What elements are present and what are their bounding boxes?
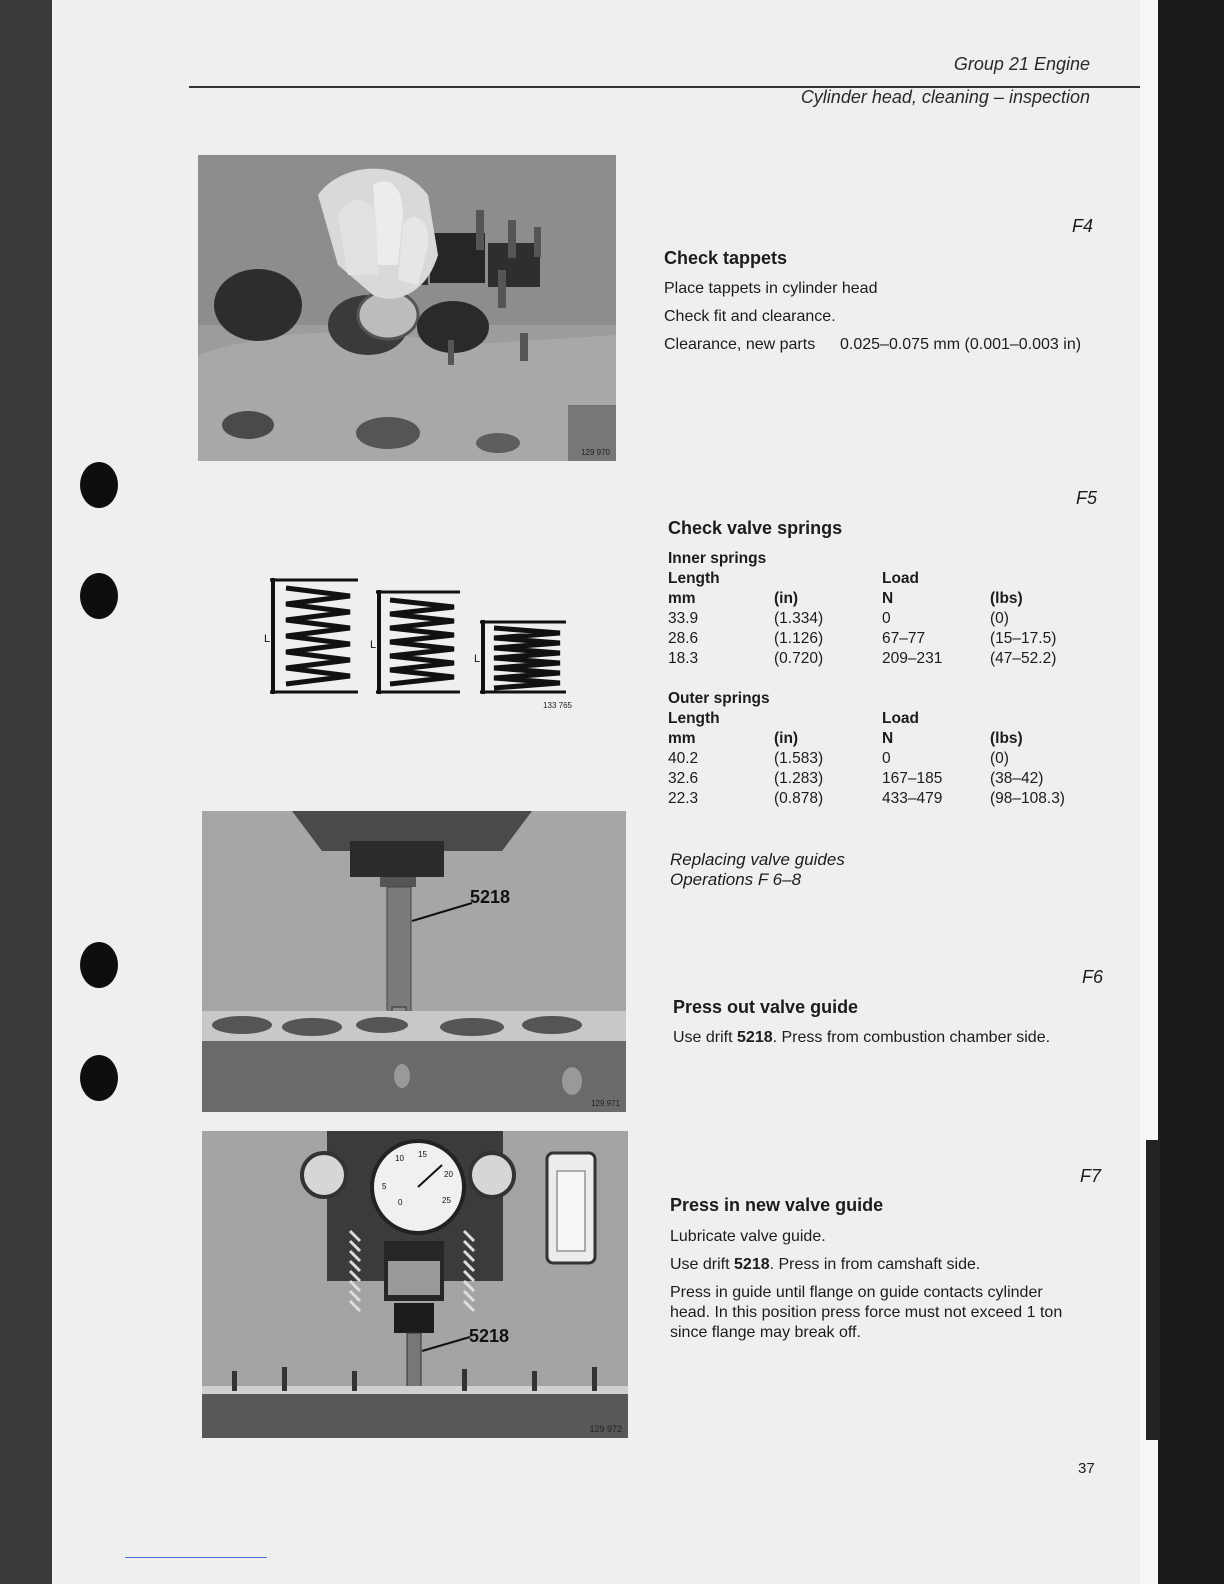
scan-border <box>1158 0 1224 1584</box>
instruction-text: Lubricate valve guide. <box>670 1228 826 1245</box>
table-cell: (98–108.3) <box>990 790 1065 807</box>
section-heading: Check tappets <box>664 248 788 268</box>
figure-number: 129 971 <box>591 1099 620 1108</box>
text-run: Use drift <box>670 1256 735 1273</box>
table-row <box>668 749 1090 769</box>
clearance-value: 0.025–0.075 mm (0.001–0.003 in) <box>840 336 1082 353</box>
table-cell: 0 <box>882 750 891 767</box>
table-row <box>668 769 1090 789</box>
section-heading: Press in new valve guide <box>670 1195 884 1215</box>
length-header: Length <box>668 570 720 587</box>
press-in-photo <box>202 1131 628 1438</box>
text-run: Use drift <box>673 1029 738 1046</box>
unit-header: (lbs) <box>990 590 1023 607</box>
load-header: Load <box>882 570 920 587</box>
outer-springs-table <box>668 689 1090 809</box>
cross-reference: Operations F 6–8 <box>670 870 802 889</box>
gauge-tick: 20 <box>444 1170 453 1179</box>
tool-number: 5218 <box>734 1256 770 1273</box>
figure-number: 129 970 <box>581 448 610 457</box>
table-cell: (1.583) <box>774 750 824 767</box>
table-cell: (47–52.2) <box>990 650 1057 667</box>
section-heading: Press out valve guide <box>673 997 859 1017</box>
table-cell: (0.878) <box>774 790 824 807</box>
figure-number: 133 765 <box>543 701 572 710</box>
unit-header: N <box>882 590 894 607</box>
table-row <box>668 649 1090 669</box>
table-cell: (0.720) <box>774 650 824 667</box>
table-cell: (1.283) <box>774 770 824 787</box>
instruction-text <box>670 1255 980 1275</box>
table-row <box>668 609 1090 629</box>
table-cell: (1.126) <box>774 630 824 647</box>
valve-spring-diagram <box>262 570 572 710</box>
binder-hole <box>80 573 118 619</box>
table-title: Inner springs <box>668 550 767 567</box>
table-title: Outer springs <box>668 690 770 707</box>
instruction-text <box>673 1028 1050 1048</box>
load-header: Load <box>882 710 920 727</box>
manual-page <box>52 0 1140 1584</box>
table-cell: 167–185 <box>882 770 943 787</box>
table-cell: (15–17.5) <box>990 630 1057 647</box>
table-cell: 67–77 <box>882 630 926 647</box>
unit-header: mm <box>668 730 696 747</box>
spring-length-label: L <box>264 633 271 645</box>
text-run: . Press from combustion chamber side. <box>772 1029 1051 1046</box>
gauge-tick: 10 <box>395 1154 404 1163</box>
binder-hole <box>80 462 118 508</box>
unit-header: mm <box>668 590 696 607</box>
operation-ref: F6 <box>1082 967 1104 987</box>
table-cell: (0) <box>990 750 1009 767</box>
section-heading: Check valve springs <box>668 518 843 538</box>
figure-number: 129 972 <box>589 1424 622 1434</box>
unit-header: (in) <box>774 730 799 747</box>
press-out-photo <box>202 811 626 1112</box>
cross-reference: Replacing valve guides <box>670 850 845 869</box>
link-underline <box>125 1557 267 1558</box>
table-cell: 433–479 <box>882 790 943 807</box>
spring-length-label: L <box>370 639 377 651</box>
instruction-text: head. In this position press force must not exceed 1 ton <box>670 1304 1063 1321</box>
text-run: . Press in from camshaft side. <box>769 1256 981 1273</box>
gauge-tick: 5 <box>382 1182 387 1191</box>
unit-header: (in) <box>774 590 799 607</box>
operation-ref: F7 <box>1080 1166 1102 1186</box>
table-cell: 32.6 <box>668 770 699 787</box>
instruction-text: since flange may break off. <box>670 1324 861 1341</box>
table-row <box>668 789 1090 809</box>
inner-springs-table <box>668 549 1090 669</box>
tool-callout: 5218 <box>469 1326 510 1346</box>
binder-hole <box>80 942 118 988</box>
table-cell: (38–42) <box>990 770 1044 787</box>
table-cell: 40.2 <box>668 750 699 767</box>
table-row <box>668 629 1090 649</box>
operation-ref: F5 <box>1076 488 1098 508</box>
tool-number: 5218 <box>737 1029 773 1046</box>
page-number: 37 <box>1078 1460 1095 1477</box>
tappet-photo <box>198 155 616 461</box>
table-cell: 22.3 <box>668 790 699 807</box>
gauge-tick: 25 <box>442 1196 451 1205</box>
table-cell: 33.9 <box>668 610 699 627</box>
instruction-text: Check fit and clearance. <box>664 308 836 325</box>
length-header: Length <box>668 710 720 727</box>
table-cell: 18.3 <box>668 650 699 667</box>
spring-length-label: L <box>474 653 481 665</box>
binder-hole <box>80 1055 118 1101</box>
clearance-label: Clearance, new parts <box>664 336 816 353</box>
group-title: Group 21 Engine <box>953 54 1090 74</box>
operation-ref: F4 <box>1072 216 1094 236</box>
unit-header: N <box>882 730 894 747</box>
scan-border <box>1146 1140 1160 1440</box>
table-cell: 209–231 <box>882 650 943 667</box>
unit-header: (lbs) <box>990 730 1023 747</box>
gauge-tick: 0 <box>398 1198 403 1207</box>
table-cell: 28.6 <box>668 630 699 647</box>
table-cell: (0) <box>990 610 1009 627</box>
table-cell: (1.334) <box>774 610 824 627</box>
instruction-text: Press in guide until flange on guide contacts cylinder <box>670 1284 1043 1301</box>
instruction-text: Place tappets in cylinder head <box>664 280 878 297</box>
table-cell: 0 <box>882 610 891 627</box>
section-title: Cylinder head, cleaning – inspection <box>800 87 1090 107</box>
tool-callout: 5218 <box>470 887 511 907</box>
gauge-tick: 15 <box>418 1150 427 1159</box>
